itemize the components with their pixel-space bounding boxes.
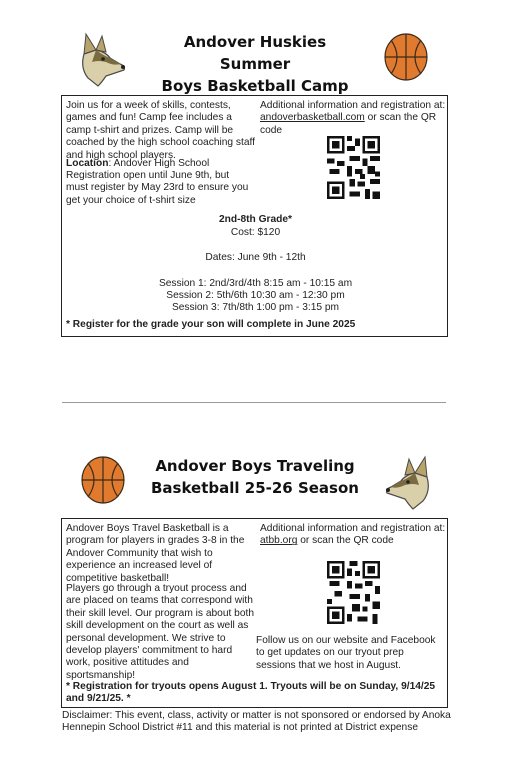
travel-qr-code[interactable] (327, 561, 380, 624)
travel-footnote: * Registration for tryouts opens August 1. Tryouts will be on Sunday, 9/14/25 and 9/21/25. * (66, 681, 436, 705)
travel-intro: Andover Boys Travel Basketball is a program for players in grades 3-8 in the Andover Community that wish to experience an increased level of competitive basketball! (66, 523, 245, 584)
camp-husky-logo (76, 32, 128, 88)
husky-icon (383, 455, 435, 511)
camp-info-link[interactable]: andoverbasketball.com (260, 112, 365, 124)
camp-footnote: * Register for the grade your son will complete in June 2025 (66, 319, 356, 330)
travel-info-label: Additional information and registration at: (260, 523, 446, 534)
camp-grade: 2nd-8th Grade* (218, 214, 293, 225)
camp-info-text (260, 100, 446, 137)
travel-info-text (260, 523, 446, 548)
camp-location-label: Location (66, 158, 109, 169)
basketball-icon (80, 455, 126, 505)
travel-follow: Follow us on our website and Facebook to get updates on our tryout prep sessions that we host in August. (256, 635, 436, 671)
husky-icon (76, 32, 128, 88)
travel-title-line1: Andover Boys Traveling (155, 457, 355, 475)
camp-registration: Registration open until June 9th, but must register by May 23rd to ensure you get your choice of t-shirt size (66, 170, 249, 206)
camp-intro: Join us for a week of skills, contests, games and fun! Camp fee includes a camp t-shirt and prizes. Camp will be coached by the high school coaching staff and high school players. (66, 100, 255, 161)
camp-qr-code[interactable] (327, 136, 380, 199)
travel-basketball-logo (80, 455, 126, 505)
camp-session-1: Session 1: 2nd/3rd/4th 8:15 am - 10:15 am (158, 278, 353, 289)
camp-session-3: Session 3: 7th/8th 1:00 pm - 3:15 pm (171, 302, 340, 313)
camp-info-label: Additional information and registration at: (260, 100, 446, 111)
travel-info-tail: or scan the QR code (297, 535, 394, 547)
camp-location (66, 158, 258, 170)
camp-title-line1: Andover Huskies Summer (183, 33, 327, 73)
basketball-icon (383, 32, 429, 82)
camp-info-box (61, 95, 448, 337)
travel-tryout: Players go through a tryout process and are placed on teams that correspond with their skill level. Our program is about both skill development on the court as well as personal development. We strive to develop players' commitment to hard work, positive attitudes and sportsmanship! (66, 583, 254, 681)
travel-husky-logo (383, 455, 435, 511)
camp-title-line2: Boys Basketball Camp (161, 77, 349, 95)
camp-basketball-logo (383, 32, 429, 82)
disclaimer: Disclaimer: This event, class, activity or matter is not sponsored or endorsed by Anoka Hennepin School District #11 and this material is not printed at District expense (62, 710, 451, 734)
camp-session-2: Session 2: 5th/6th 10:30 am - 12:30 pm (166, 290, 345, 301)
travel-info-link[interactable]: atbb.org (260, 535, 298, 547)
travel-info-box (61, 518, 448, 708)
travel-title-line2: Basketball 25-26 Season (151, 479, 359, 497)
camp-dates: Dates: June 9th - 12th (205, 252, 306, 263)
camp-info-tail: or scan the QR code (260, 112, 437, 136)
section-divider (62, 402, 446, 403)
camp-cost: Cost: $120 (230, 227, 281, 238)
camp-location-value: : Andover High School (108, 158, 210, 169)
